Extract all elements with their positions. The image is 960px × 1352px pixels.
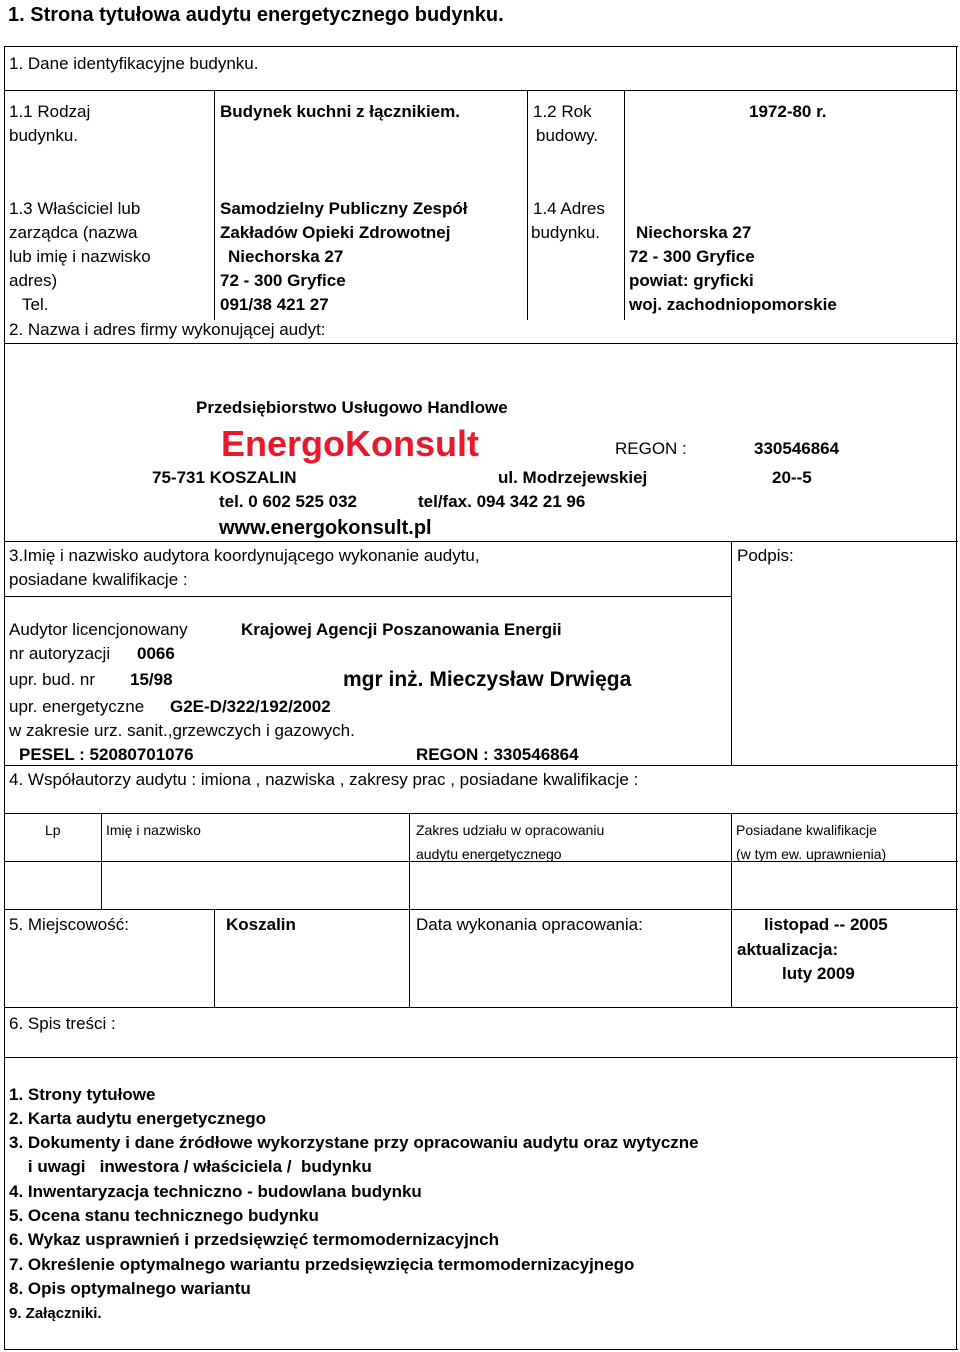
owner-label: Tel. [22,295,49,314]
podpis-label: Podpis: [737,546,794,565]
divider [527,90,528,320]
divider [4,596,732,597]
company-name: EnergoKonsult [221,423,479,464]
regon-label: REGON : [615,439,687,458]
update-value: luty 2009 [782,964,855,983]
divider [731,909,732,1007]
table-header-qualifications: (w tym ew. uprawnienia) [736,846,887,862]
company-city: 75-731 KOSZALIN [152,468,297,487]
place-value: Koszalin [226,915,296,934]
section6-heading: 6. Spis treści : [9,1014,116,1033]
rodzaj-label: budynku. [9,126,78,145]
upr-bud-value: 15/98 [130,670,173,689]
regon-value: 330546864 [754,439,840,458]
upr-en-value: G2E-D/322/192/2002 [170,697,331,716]
divider [4,1007,958,1008]
divider [4,343,958,344]
adres-value: woj. zachodniopomorskie [629,295,837,314]
toc-item: 7. Określenie optymalnego wariantu przedsięwzięcia termomodernizacyjnego [9,1255,635,1274]
page-title: 1. Strona tytułowa audytu energetycznego budynku. [8,4,504,26]
auditor-pesel: PESEL : 52080701076 [19,745,194,764]
auditor-regon: REGON : 330546864 [416,745,579,764]
date-label: Data wykonania opracowania: [416,915,643,934]
divider [624,90,625,320]
adres-value: 72 - 300 Gryfice [629,247,755,266]
toc-item: 6. Wykaz usprawnień i przedsięwzięć termomodernizacyjnch [9,1230,500,1249]
section4-heading: 4. Współautorzy audytu : imiona , nazwiska , zakresy prac , posiadane kwalifikacje : [9,770,639,789]
owner-value: Niechorska 27 [228,247,344,266]
section1-heading: 1. Dane identyfikacyjne budynku. [9,54,259,73]
company-type: Przedsiębiorstwo Usługowo Handlowe [196,398,508,417]
update-label: aktualizacja: [737,940,839,959]
adres-label: budynku. [531,223,600,242]
table-header-name: Imię i nazwisko [106,822,201,838]
owner-value: Samodzielny Publiczny Zespół [220,199,468,218]
auditor-licensed: Audytor licencjonowany [9,620,188,639]
rok-value: 1972-80 r. [749,102,827,121]
company-www: www.energokonsult.pl [219,517,432,539]
toc-item: i uwagi inwestora / właściciela / budynku [9,1157,372,1176]
section3-heading: posiadane kwalifikacje : [9,570,188,589]
place-label: 5. Miejscowość: [9,915,129,934]
frame-bottom [4,1349,958,1350]
adres-label: 1.4 Adres [533,199,605,218]
owner-value: Zakładów Opieki Zdrowotnej [220,223,451,242]
nr-aut-label: nr autoryzacji [9,644,111,663]
table-header-lp: Lp [45,822,61,838]
table-header-scope: Zakres udziału w opracowaniu [416,822,605,838]
rodzaj-value: Budynek kuchni z łącznikiem. [220,102,460,121]
divider [4,813,958,814]
toc-item: 4. Inwentaryzacja techniczno - budowlana budynku [9,1182,422,1201]
company-number: 20--5 [772,468,812,487]
rok-label: budowy. [536,126,599,145]
toc-item: 5. Ocena stanu technicznego budynku [9,1206,319,1225]
owner-label: zarządca (nazwa [9,223,138,242]
divider [4,765,958,766]
table-header-qualifications: Posiadane kwalifikacje [736,822,877,838]
owner-value: 72 - 300 Gryfice [220,271,346,290]
rodzaj-label: 1.1 Rodzaj [9,102,91,121]
company-street: ul. Modrzejewskiej [498,468,648,487]
divider [4,90,958,91]
section3-heading: 3.Imię i nazwisko audytora koordynującego wykonanie audytu, [9,546,480,565]
auditor-scope: w zakresie urz. sanit.,grzewczych i gazowych. [9,721,355,740]
divider [4,541,958,542]
adres-value: Niechorska 27 [636,223,752,242]
company-tel: tel. 0 602 525 032 [219,492,358,511]
toc-item: 1. Strony tytułowe [9,1085,156,1104]
divider [4,1057,958,1058]
auditor-agency: Krajowej Agencji Poszanowania Energii [241,620,562,639]
owner-label: lub imię i nazwisko [9,247,151,266]
frame-top [4,46,958,47]
divider [409,909,410,1007]
owner-label: 1.3 Właściciel lub [9,199,141,218]
company-fax: tel/fax. 094 342 21 96 [418,492,586,511]
owner-value: 091/38 421 27 [220,295,329,314]
toc-item: 2. Karta audytu energetycznego [9,1109,266,1128]
divider [731,541,732,765]
adres-value: powiat: gryficki [629,271,754,290]
toc-item: 3. Dokumenty i dane źródłowe wykorzystane przy opracowaniu audytu oraz wytyczne [9,1133,699,1152]
divider [4,909,958,910]
upr-bud-label: upr. bud. nr [9,670,96,689]
section2-heading: 2. Nazwa i adres firmy wykonującej audyt: [9,320,326,339]
nr-aut-value: 0066 [137,644,175,663]
toc-item: 8. Opis optymalnego wariantu [9,1279,251,1298]
auditor-name: mgr inż. Mieczysław Drwięga [343,668,632,691]
frame-left [4,46,5,1350]
owner-label: adres) [9,271,58,290]
divider [214,909,215,1007]
date-value: listopad -- 2005 [764,915,888,934]
rok-label: 1.2 Rok [533,102,592,121]
frame-right [956,46,957,1350]
divider [214,90,215,320]
upr-en-label: upr. energetyczne [9,697,145,716]
table-header-scope: audytu energetycznego [416,846,562,862]
toc-item: 9. Załączniki. [9,1305,102,1322]
